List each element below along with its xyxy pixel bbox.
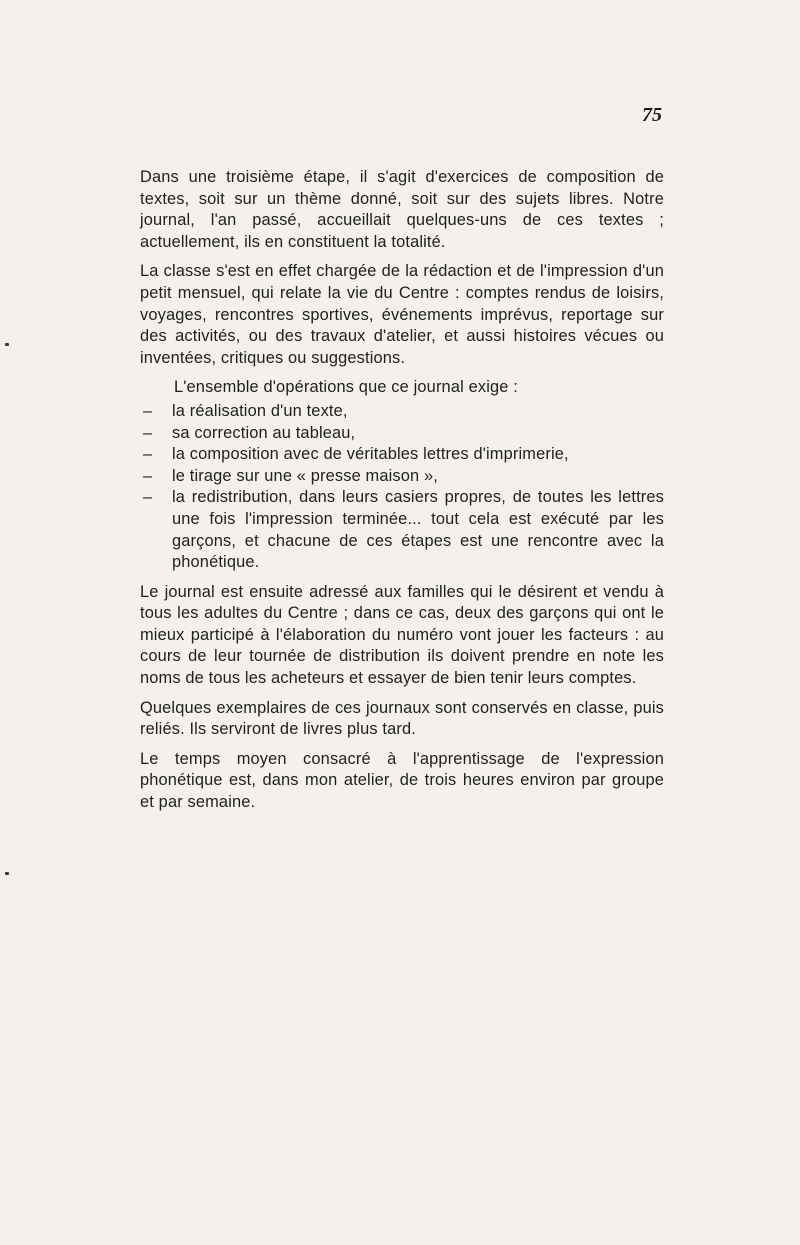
list-item-text: la redistribution, dans leurs casiers propres, de toutes les lettres une fois l'impression terminée... tout cela est exécuté par les garçons, et chacune de ces étapes est une rencontre avec la phonétique. <box>172 488 664 572</box>
paragraph: L'ensemble d'opérations que ce journal exige : <box>174 378 518 397</box>
list-item-text: la réalisation d'un texte, <box>172 401 348 420</box>
paragraph: Le temps moyen consacré à l'apprentissage de l'expression phonétique est, dans mon atelier, de trois heures environ par groupe et par semaine. <box>140 749 664 812</box>
list-dash: – <box>143 401 153 420</box>
list-item-text: le tirage sur une « presse maison », <box>172 466 438 485</box>
margin-mark <box>5 343 9 346</box>
list-dash: – <box>143 488 153 507</box>
paragraph: La classe s'est en effet chargée de la rédaction et de l'impression d'un petit mensuel, qui relate la vie du Centre : comptes rendus de loisirs, voyages, rencontres sportives, événements imprévus, reportage sur des activités, ou des travaux d'atelier, et aussi histoires vécues ou inventées, critiques ou suggestions. <box>140 262 664 367</box>
list-item <box>140 401 664 423</box>
margin-mark <box>5 872 9 875</box>
list-item <box>140 487 664 573</box>
list-item <box>140 423 664 445</box>
list-item <box>140 466 664 488</box>
list-dash: – <box>143 466 153 485</box>
paragraph: Dans une troisième étape, il s'agit d'exercices de composition de textes, soit sur un thème donné, soit sur des sujets libres. Notre journal, l'an passé, accueillait quelques-uns de ces textes ; actuellement, ils en constituent la totalité. <box>140 168 664 251</box>
operations-list <box>140 401 664 574</box>
paragraph: Le journal est ensuite adressé aux familles qui le désirent et vendu à tous les adultes du Centre ; dans ce cas, deux des garçons qui ont le mieux participé à l'élaboration du numéro vont jouer les facteurs : au cours de leur tournée de distribution ils doivent prendre en note les noms de tous les acheteurs et essayer de bien tenir leurs comptes. <box>140 582 664 688</box>
list-dash: – <box>143 445 153 464</box>
body-text <box>140 167 664 822</box>
paragraph: Quelques exemplaires de ces journaux sont conservés en classe, puis reliés. Ils serviront de livres plus tard. <box>140 698 664 739</box>
list-item-text: sa correction au tableau, <box>172 423 356 442</box>
list-dash: – <box>143 423 153 442</box>
page-number: 75 <box>642 104 662 126</box>
list-item-text: la composition avec de véritables lettres d'imprimerie, <box>172 445 569 464</box>
list-item <box>140 444 664 466</box>
